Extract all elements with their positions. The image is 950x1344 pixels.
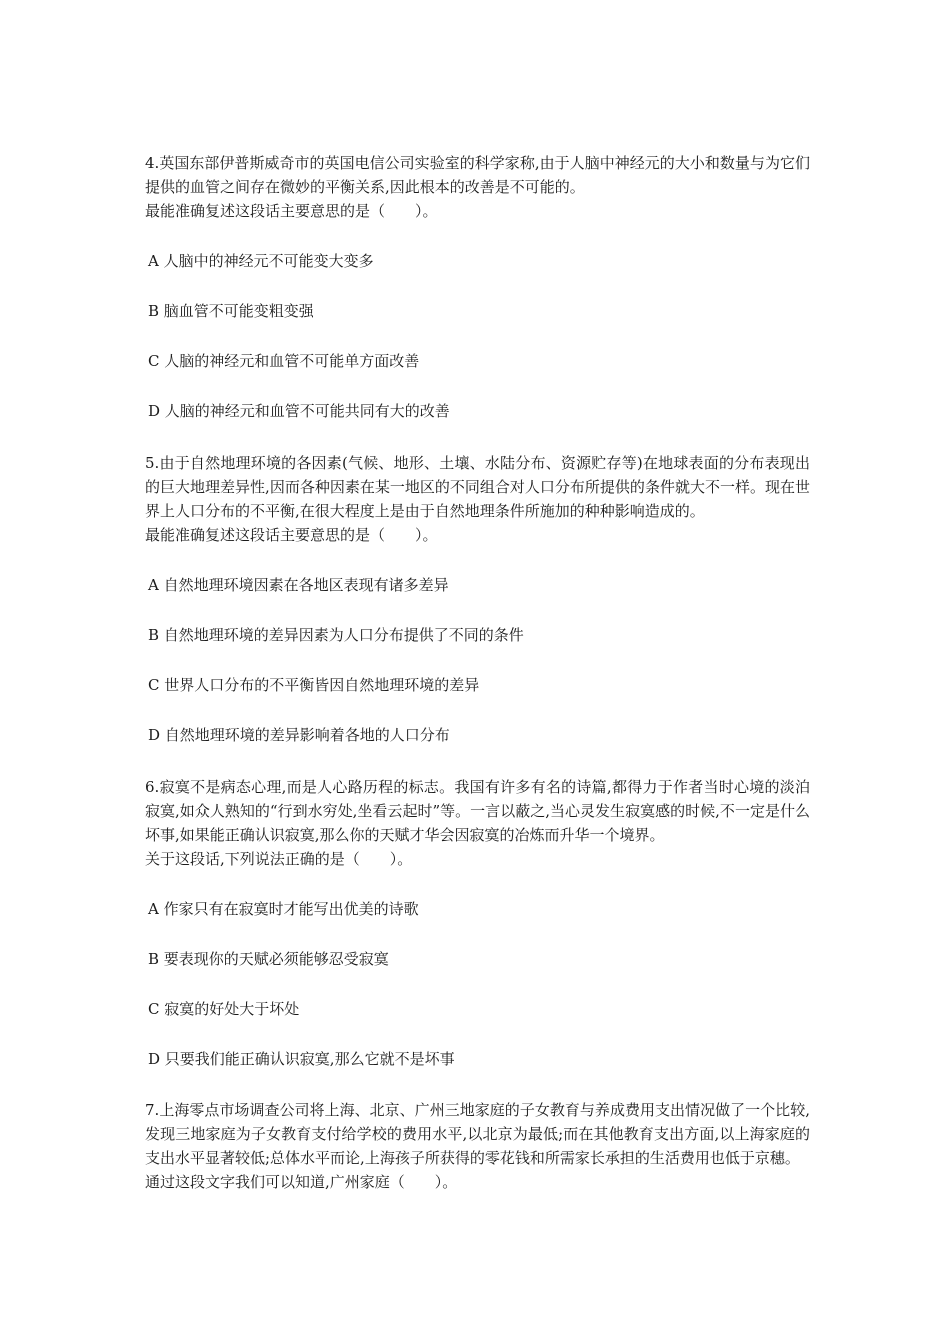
question-stem: 7.上海零点市场调查公司将上海、北京、广州三地家庭的子女教育与养成费用支出情况做了一个比较,发现三地家庭为子女教育支付给学校的费用水平,以北京为最低;而在其他教育支出方面,以上海家庭的支出水平显著较低;总体水平而论,上海孩子所获得的零花钱和所需家长承担的生活费用也低于京穗。 xyxy=(145,1101,810,1167)
option-a: A 作家只有在寂寞时才能写出优美的诗歌 xyxy=(148,900,419,918)
option-c: C 世界人口分布的不平衡皆因自然地理环境的差异 xyxy=(148,676,480,694)
question-prompt: 最能准确复述这段话主要意思的是（ ）。 xyxy=(145,526,438,544)
question-stem: 6.寂寞不是病态心理,而是人心路历程的标志。我国有许多有名的诗篇,都得力于作者当时心境的淡泊寂寞,如众人熟知的“行到水穷处,坐看云起时”等。一言以蔽之,当心灵发生寂寞感的时候,不一定是什么坏事,如果能正确认识寂寞,那么你的天赋才华会因寂寞的冶炼而升华一个境界。 xyxy=(145,778,810,844)
option-b: B 脑血管不可能变粗变强 xyxy=(148,302,314,320)
question-4 xyxy=(145,151,810,423)
question-prompt: 通过这段文字我们可以知道,广州家庭（ ）。 xyxy=(145,1173,458,1191)
option-b: B 要表现你的天赋必须能够忍受寂寞 xyxy=(148,950,389,968)
option-d: D 只要我们能正确认识寂寞,那么它就不是坏事 xyxy=(148,1050,455,1068)
option-b: B 自然地理环境的差异因素为人口分布提供了不同的条件 xyxy=(148,626,524,644)
option-a: A 人脑中的神经元不可能变大变多 xyxy=(148,252,374,270)
question-5 xyxy=(145,451,810,747)
option-d: D 自然地理环境的差异影响着各地的人口分布 xyxy=(148,726,450,744)
question-6 xyxy=(145,775,810,1071)
option-a: A 自然地理环境因素在各地区表现有诸多差异 xyxy=(148,576,449,594)
question-stem: 4.英国东部伊普斯威奇市的英国电信公司实验室的科学家称,由于人脑中神经元的大小和数量与为它们提供的血管之间存在微妙的平衡关系,因此根本的改善是不可能的。 xyxy=(145,154,810,196)
option-c: C 人脑的神经元和血管不可能单方面改善 xyxy=(148,352,420,370)
question-stem: 5.由于自然地理环境的各因素(气候、地形、土壤、水陆分布、资源贮存等)在地球表面的分布表现出的巨大地理差异性,因而各种因素在某一地区的不同组合对人口分布所提供的条件就大不一样。现在世界上人口分布的不平衡,在很大程度上是由于自然地理条件所施加的种种影响造成的。 xyxy=(145,454,810,520)
question-7 xyxy=(145,1098,810,1194)
question-prompt: 最能准确复述这段话主要意思的是（ ）。 xyxy=(145,202,438,220)
option-c: C 寂寞的好处大于坏处 xyxy=(148,1000,300,1018)
question-prompt: 关于这段话,下列说法正确的是（ ）。 xyxy=(145,850,413,868)
option-d: D 人脑的神经元和血管不可能共同有大的改善 xyxy=(148,402,450,420)
